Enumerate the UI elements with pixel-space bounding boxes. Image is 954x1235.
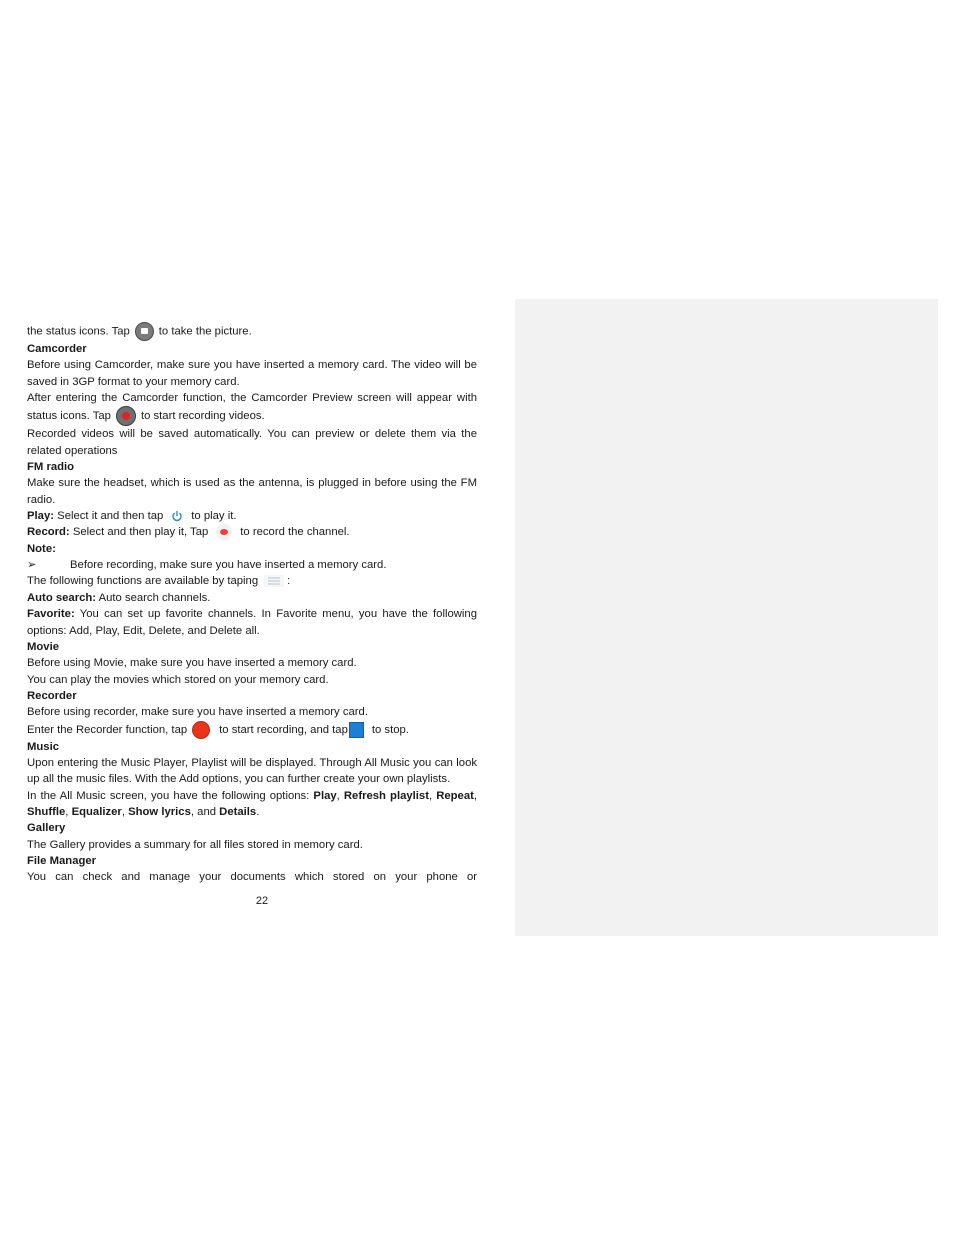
text-run: Before recording, make sure you have inserted a memory card. [70, 559, 387, 572]
arrow-bullet-icon: ➢ [27, 559, 37, 572]
paragraph-movie-2: You can play the movies which stored on your memory card. [27, 673, 329, 686]
option-play: Play [313, 789, 337, 802]
text-run: You can set up favorite channels. In Favorite menu, you have the following options: Add, Play, Edit, Delete, and Delete all. [27, 608, 478, 637]
heading-fm-radio: FM radio [27, 461, 75, 474]
paragraph-music-2: In the All Music screen, you have the following options: Play, Refresh playlist, Repeat, Shuffle, Equalizer, Show lyrics, and Details. [27, 789, 478, 818]
heading-movie: Movie [27, 640, 60, 653]
paragraph-favorite [27, 606, 477, 639]
option-shuffle: Shuffle [27, 805, 66, 818]
record-icon [216, 524, 232, 540]
paragraph-camcorder-1: Before using Camcorder, make sure you have inserted a memory card. The video will be saved in 3GP format to your memory card. [27, 359, 477, 388]
paragraph-movie-1: Before using Movie, make sure you have inserted a memory card. [27, 657, 357, 670]
heading-music: Music [27, 740, 60, 753]
text-run: to stop. [371, 723, 409, 736]
paragraph-fm-record [27, 524, 477, 540]
text-run: to record the channel. [240, 526, 350, 539]
note-item [27, 557, 477, 573]
record-button-icon [192, 721, 210, 739]
text-run: , and [190, 805, 217, 818]
text-run: to take the picture. [158, 325, 252, 338]
text-run: to start recording videos. [140, 410, 265, 423]
text-run: The following functions are available by taping [27, 575, 259, 588]
blank-facing-page [515, 299, 938, 936]
paragraph-gallery-1: The Gallery provides a summary for all files stored in memory card. [27, 838, 363, 851]
paragraph-fm-1: Make sure the headset, which is used as the antenna, is plugged in before using the FM radio. [27, 477, 477, 506]
option-details: Details [219, 805, 257, 818]
text-run: to play it. [191, 510, 237, 523]
camcorder-record-icon [116, 406, 136, 426]
text-run: to start recording, and tap [219, 723, 348, 736]
paragraph-auto-search [27, 590, 477, 606]
option-refresh-playlist: Refresh playlist [343, 789, 429, 802]
option-repeat: Repeat [436, 789, 474, 802]
paragraph-camcorder-2 [27, 390, 477, 426]
paragraph-recorder-1: Before using recorder, make sure you have inserted a memory card. [27, 706, 368, 719]
option-equalizer: Equalizer [71, 805, 122, 818]
text-run: In the All Music screen, you have the following options: [27, 789, 310, 802]
text-run: Select it and then tap [57, 510, 164, 523]
paragraph-camcorder-3: Recorded videos will be saved automatically. You can preview or delete them via the related operations [27, 428, 477, 457]
heading-recorder: Recorder [27, 689, 77, 702]
label-note: Note: [27, 542, 56, 555]
text-run: Select and then play it, Tap [72, 526, 209, 539]
heading-camcorder: Camcorder [27, 343, 87, 355]
text-run: the status icons. Tap [27, 325, 130, 338]
heading-file-manager: File Manager [27, 854, 97, 867]
text-run: : [287, 575, 291, 588]
option-show-lyrics: Show lyrics [128, 805, 191, 818]
label-record: Record: [27, 526, 70, 539]
power-icon [171, 510, 183, 522]
paragraph-file-manager-1: You can check and manage your documents which stored on your phone or [27, 871, 477, 884]
camera-shutter-icon [135, 322, 154, 341]
paragraph-fm-play [27, 508, 477, 524]
text-run: After entering the Camcorder function, the Camcorder Preview screen will appear with status icons. Tap [27, 392, 477, 423]
heading-gallery: Gallery [27, 822, 66, 835]
text-run: Auto search channels. [98, 591, 211, 604]
paragraph-functions [27, 573, 477, 589]
manual-text-column [27, 322, 477, 886]
paragraph-recorder-2 [27, 721, 477, 739]
stop-button-icon [349, 722, 364, 738]
paragraph-music-1: Upon entering the Music Player, Playlist will be displayed. Through All Music you can look up all the music files. With the Add options, you can further create your own playlists. [27, 756, 477, 786]
menu-icon [264, 575, 284, 587]
text-run: Enter the Recorder function, tap [27, 723, 188, 736]
label-auto-search: Auto search: [27, 591, 97, 604]
label-favorite: Favorite: [27, 608, 75, 621]
page-number: 22 [255, 895, 269, 907]
paragraph-camera-tail [27, 322, 477, 341]
label-play: Play: [27, 510, 55, 523]
